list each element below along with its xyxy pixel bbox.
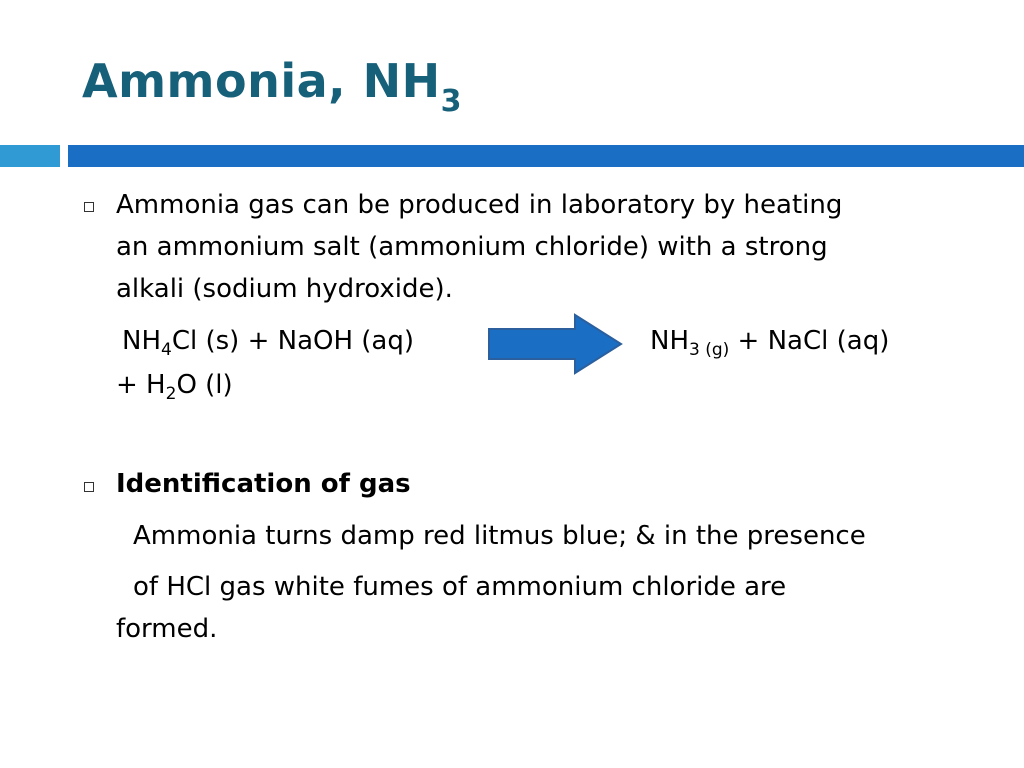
title-subscript: 3 <box>440 84 462 119</box>
equation-line2 <box>116 364 233 406</box>
product-rest: + NaCl (aq) <box>729 326 890 356</box>
reactant-nh: NH <box>122 326 161 356</box>
bullet2-line3: formed. <box>116 614 218 644</box>
bullet2-line1: Ammonia turns damp red litmus blue; & in the presence <box>133 521 866 551</box>
right-arrow-icon <box>487 313 623 375</box>
equation-products <box>650 320 889 362</box>
header-accent-bar-right <box>68 145 1024 167</box>
bullet-square-icon <box>84 482 94 492</box>
water-subscript: 2 <box>165 384 177 404</box>
equation-reactants <box>122 320 414 362</box>
reactant-rest: Cl (s) + NaOH (aq) <box>171 326 415 356</box>
bullet1-line2: an ammonium salt (ammonium chloride) with a strong <box>116 232 828 262</box>
header-accent-bar-left <box>0 145 60 167</box>
bullet1-line1: Ammonia gas can be produced in laboratory by heating <box>116 190 843 220</box>
slide-title <box>82 54 462 119</box>
water-prefix: + H <box>116 370 166 400</box>
reactant-subscript: 4 <box>161 340 172 360</box>
product-subscript: 3 (g) <box>689 340 730 360</box>
product-nh: NH <box>650 326 689 356</box>
bullet2-heading: Identification of gas <box>116 469 411 499</box>
water-rest: O (l) <box>176 370 233 400</box>
title-text: Ammonia, NH <box>82 54 441 108</box>
bullet1-line3: alkali (sodium hydroxide). <box>116 274 453 304</box>
bullet2-line2: of HCl gas white fumes of ammonium chloride are <box>133 572 787 602</box>
bullet-square-icon <box>84 202 94 212</box>
